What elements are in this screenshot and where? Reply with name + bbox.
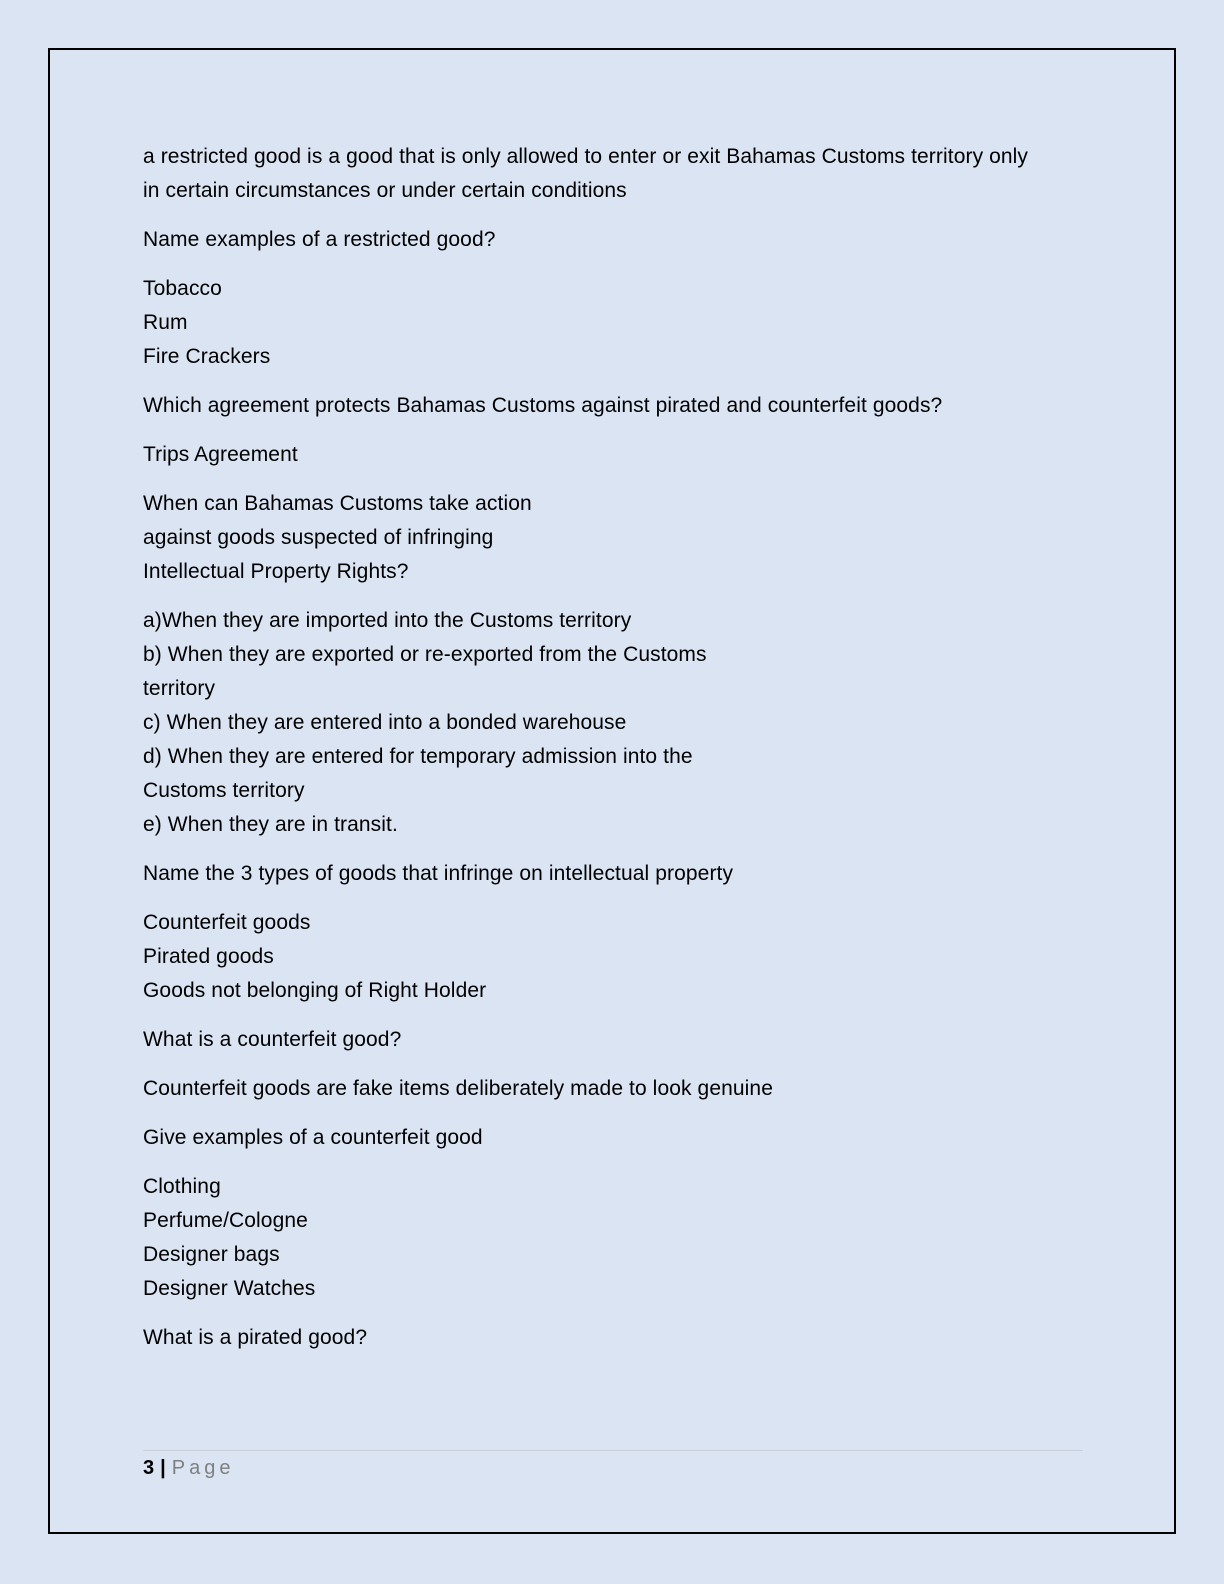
- text-line: [143, 808, 1083, 842]
- answer-paragraph: [143, 272, 1083, 374]
- text: Name examples of a restricted good?: [143, 228, 496, 251]
- highlighted-text: Clothing: [143, 1175, 221, 1198]
- text-line: [143, 223, 1083, 257]
- text-line: [143, 1321, 1083, 1355]
- text: Give examples of a counterfeit good: [143, 1126, 483, 1149]
- text-line: [143, 740, 1083, 774]
- question-paragraph: [143, 1121, 1083, 1155]
- highlighted-text: b) When they are exported or re-exported from the Customs: [143, 643, 707, 666]
- text-line: [143, 604, 1083, 638]
- page-footer: [143, 1455, 234, 1481]
- text-line: [143, 940, 1083, 974]
- text: against goods suspected of infringing: [143, 526, 494, 549]
- highlighted-text: in certain circumstances or under certain conditions: [143, 179, 627, 202]
- footer-separator: |: [160, 1457, 166, 1479]
- highlighted-text: Trips Agreement: [143, 443, 298, 466]
- text-line: [143, 306, 1083, 340]
- highlighted-text: Designer bags: [143, 1243, 280, 1266]
- question-paragraph: [143, 487, 1083, 589]
- answer-paragraph: [143, 140, 1083, 208]
- question-paragraph: [143, 389, 1083, 423]
- question-paragraph: [143, 1023, 1083, 1057]
- answer-paragraph: [143, 1170, 1083, 1306]
- text-line: [143, 1204, 1083, 1238]
- text-line: [143, 438, 1083, 472]
- question-paragraph: [143, 857, 1083, 891]
- text-line: [143, 140, 1083, 174]
- highlighted-text: Tobacco: [143, 277, 222, 300]
- page-label: Page: [171, 1457, 235, 1479]
- text-line: [143, 1170, 1083, 1204]
- text-line: [143, 340, 1083, 374]
- text-line: [143, 1072, 1083, 1106]
- answer-paragraph: [143, 906, 1083, 1008]
- answer-paragraph: [143, 604, 1083, 842]
- highlighted-text: territory: [143, 677, 216, 700]
- text-line: [143, 1023, 1083, 1057]
- page-number: 3: [143, 1457, 155, 1479]
- text-line: [143, 1272, 1083, 1306]
- text: Name the 3 types of goods that infringe on intellectual property: [143, 862, 734, 885]
- footer-divider: [143, 1450, 1083, 1451]
- text: What is a pirated good?: [143, 1326, 368, 1349]
- text-line: [143, 857, 1083, 891]
- text: Intellectual Property Rights?: [143, 560, 409, 583]
- question-paragraph: [143, 223, 1083, 257]
- text-line: [143, 555, 1083, 589]
- highlighted-text: c) When they are entered into a bonded warehouse: [143, 711, 627, 734]
- highlighted-text: a)When they are imported into the Customs territory: [143, 609, 632, 632]
- text-line: [143, 638, 1083, 672]
- text-line: [143, 974, 1083, 1008]
- text-line: [143, 174, 1083, 208]
- highlighted-text: Designer Watches: [143, 1277, 316, 1300]
- text: When can Bahamas Customs take action: [143, 492, 532, 515]
- highlighted-text: Goods not belonging of Right Holder: [143, 979, 487, 1002]
- text-line: [143, 272, 1083, 306]
- answer-paragraph: [143, 1072, 1083, 1106]
- text-line: [143, 774, 1083, 808]
- text-line: [143, 706, 1083, 740]
- text: Which agreement protects Bahamas Customs against pirated and counterfeit goods?: [143, 394, 943, 417]
- text-line: [143, 521, 1083, 555]
- highlighted-text: Fire Crackers: [143, 345, 271, 368]
- highlighted-text: e) When they are in transit.: [143, 813, 398, 836]
- highlighted-text: Perfume/Cologne: [143, 1209, 308, 1232]
- highlighted-text: Pirated goods: [143, 945, 274, 968]
- highlighted-text: Counterfeit goods: [143, 911, 311, 934]
- question-paragraph: [143, 1321, 1083, 1355]
- text-line: [143, 389, 1083, 423]
- answer-paragraph: [143, 438, 1083, 472]
- text-line: [143, 906, 1083, 940]
- highlighted-text: Rum: [143, 311, 188, 334]
- highlighted-text: Counterfeit goods are fake items deliberately made to look genuine: [143, 1077, 773, 1100]
- text-line: [143, 1238, 1083, 1272]
- document-body: [143, 140, 1083, 1370]
- text-line: [143, 1121, 1083, 1155]
- text: What is a counterfeit good?: [143, 1028, 402, 1051]
- highlighted-text: d) When they are entered for temporary admission into the: [143, 745, 693, 768]
- text-line: [143, 487, 1083, 521]
- text-line: [143, 672, 1083, 706]
- highlighted-text: Customs territory: [143, 779, 305, 802]
- highlighted-text: a restricted good is a good that is only allowed to enter or exit Bahamas Customs territory only: [143, 145, 1029, 168]
